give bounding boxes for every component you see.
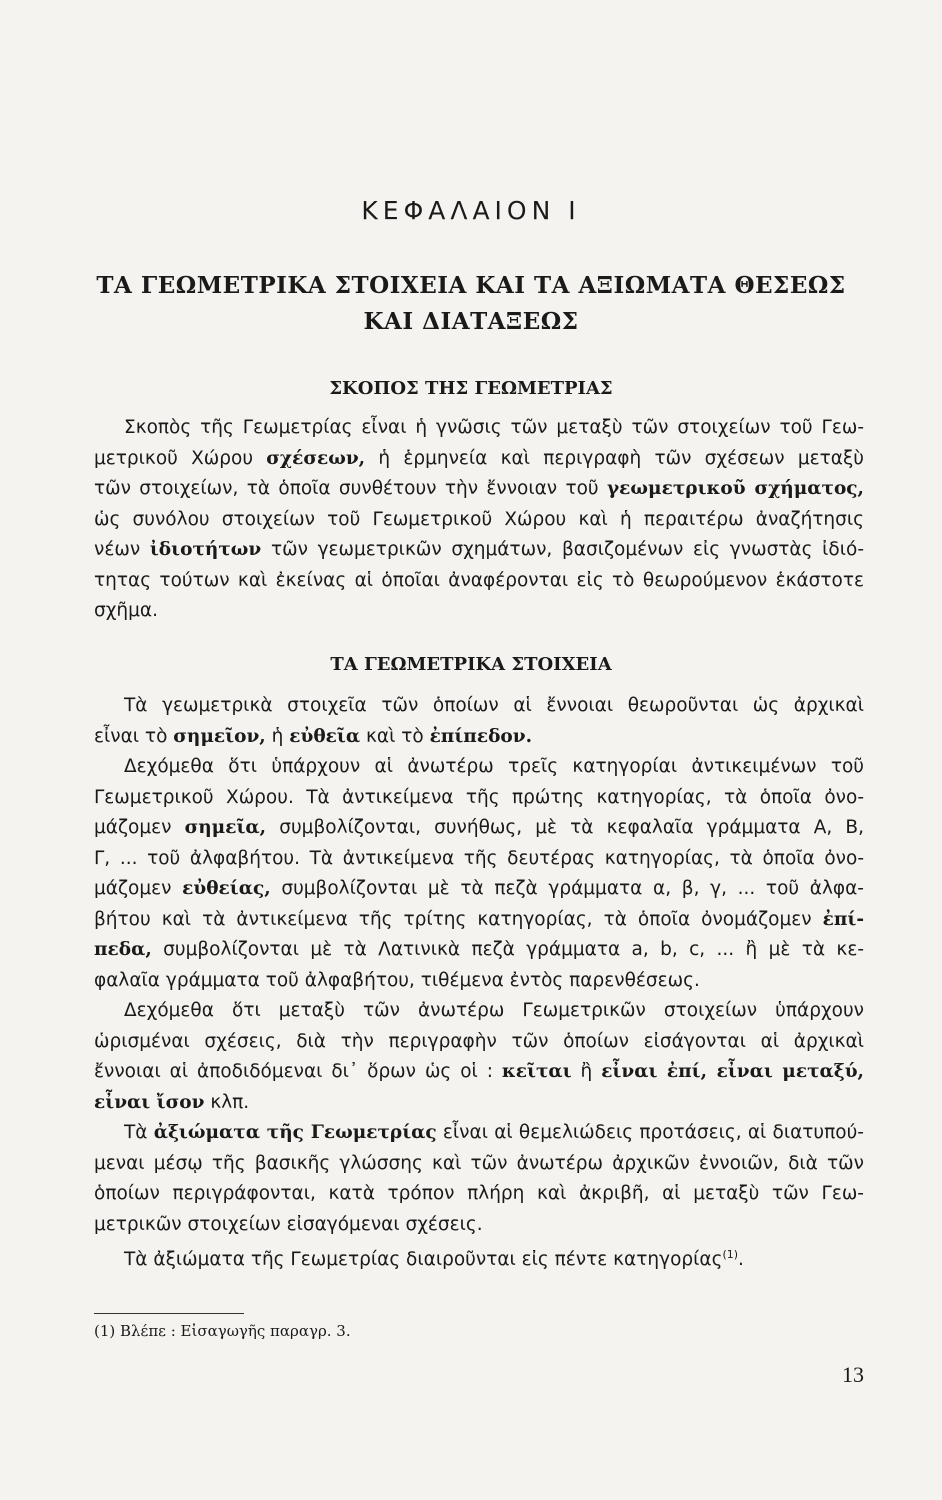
- paragraph-elements: [94, 691, 864, 1276]
- section-heading-elements: ΤΑ ΓΕΩΜΕΤΡΙΚΑ ΣΤΟΙΧΕΙΑ: [330, 654, 612, 675]
- bold-term: εἶναι ἐπί, εἶναι μεταξύ,: [601, 1061, 864, 1082]
- text-line: μετρικῶν στοιχείων εἰσαγόμεναι σχέσεις.: [94, 1213, 483, 1235]
- page-number: 13: [842, 1362, 864, 1387]
- bold-term: εὐθείας,: [182, 878, 271, 899]
- text-line: νέων ἰδιοτήτων τῶν γεωμετρικῶν σχημάτων, βασιζομένων εἰς γνωστὰς ἰδιό-: [94, 539, 865, 560]
- text-line: βήτου καὶ τὰ ἀντικείμενα τῆς τρίτης κατηγορίας, τὰ ὁποῖα ὀνομάζομεν ἐπί-: [94, 908, 864, 930]
- chapter-title-line-1: ΤΑ ΓΕΩΜΕΤΡΙΚΑ ΣΤΟΙΧΕΙΑ ΚΑΙ ΤΑ ΑΞΙΩΜΑΤΑ ΘΕΣΕΩΣ: [96, 272, 846, 299]
- text-line: Σκοπὸς τῆς Γεωμετρίας εἶναι ἡ γνῶσις τῶν μεταξὺ τῶν στοιχείων τοῦ Γεω-: [124, 417, 864, 438]
- bold-term: ἰδιοτήτων: [149, 539, 262, 560]
- text-line: μεναι μέσῳ τῆς βασικῆς γλώσσης καὶ τῶν ἀνωτέρω ἀρχικῶν ἐννοιῶν, διὰ τῶν: [94, 1152, 864, 1174]
- text-line: Δεχόμεθα ὅτι μεταξὺ τῶν ἀνωτέρω Γεωμετρικῶν στοιχείων ὑπάρχουν: [124, 1000, 864, 1021]
- text-line: Τὰ ἀξιώματα τῆς Γεωμετρίας διαιροῦνται εἰς πέντε κατηγορίας$^{(1)}$.: [124, 1248, 744, 1271]
- text-line: μάζομεν εὐθείας, συμβολίζονται μὲ τὰ πεζὰ γράμματα α, β, γ, ... τοῦ ἀλφα-: [94, 878, 864, 899]
- text-line: ὡς συνόλου στοιχείων τοῦ Γεωμετρικοῦ Χώρου καὶ ἡ περαιτέρω ἀναζήτησις: [94, 508, 864, 530]
- chapter-heading: ΚΕΦΑΛΑΙΟΝ Ι: [361, 196, 581, 225]
- text-line: ὡρισμέναι σχέσεις, διὰ τὴν περιγραφὴν τῶν ὁποίων εἰσάγονται αἱ ἀρχικαὶ: [94, 1030, 864, 1052]
- text-line: Γ, ... τοῦ ἀλφαβήτου. Τὰ ἀντικείμενα τῆς δευτέρας κατηγορίας, τὰ ὁποῖα ὀνο-: [94, 847, 864, 869]
- bold-term: γεωμετρικοῦ σχήματος,: [606, 478, 864, 499]
- text-line: ὁποίων περιγράφονται, κατὰ τρόπον πλήρη καὶ ἀκριβῆ, αἱ μεταξὺ τῶν Γεω-: [94, 1183, 864, 1204]
- text-line: φαλαῖα γράμματα τοῦ ἀλφαβήτου, τιθέμενα ἐντὸς παρενθέσεως.: [94, 969, 700, 991]
- chapter-title: [60, 268, 882, 340]
- section-heading-purpose: ΣΚΟΠΟΣ ΤΗΣ ΓΕΩΜΕΤΡΙΑΣ: [329, 378, 613, 399]
- text-line: τητας τούτων καὶ ἐκείνας αἱ ὁποῖαι ἀναφέρονται εἰς τὸ θεωρούμενον ἑκάστοτε: [94, 569, 864, 591]
- footnote: (1) Βλέπε : Εἰσαγωγῆς παραγρ. 3.: [94, 1322, 351, 1340]
- bold-term: εἶναι ἴσον: [94, 1091, 205, 1113]
- footnote-ref: (1): [722, 1248, 739, 1261]
- paragraph-purpose: [94, 413, 864, 627]
- bold-term: σημεῖον,: [173, 725, 266, 747]
- text-line: Τὰ γεωμετρικὰ στοιχεῖα τῶν ὁποίων αἱ ἔννοιαι θεωροῦνται ὡς ἀρχικαὶ: [124, 695, 864, 716]
- text-line: μετρικοῦ Χώρου σχέσεων, ἡ ἑρμηνεία καὶ περιγραφὴ τῶν σχέσεων μεταξὺ: [94, 447, 865, 469]
- text-line: μάζομεν σημεῖα, συμβολίζονται, συνήθως, μὲ τὰ κεφαλαῖα γράμματα Α, Β,: [94, 817, 864, 838]
- bold-term: ἐπίπεδον.: [429, 725, 533, 747]
- text-line: ἔννοιαι αἱ ἀποδιδόμεναι δι᾽ ὅρων ὡς οἱ : κεῖται ἢ εἶναι ἐπί, εἶναι μεταξύ,: [94, 1061, 864, 1082]
- text-line: σχῆμα.: [94, 600, 158, 621]
- text-line: εἶναι τὸ σημεῖον, ἡ εὐθεῖα καὶ τὸ ἐπίπεδον.: [94, 725, 533, 747]
- bold-term: ἐπί-: [822, 908, 864, 930]
- bold-term: ἀξιώματα τῆς Γεωμετρίας: [153, 1122, 437, 1143]
- bold-term: εὐθεῖα: [289, 725, 361, 747]
- bold-term: σημεῖα,: [184, 817, 267, 838]
- bold-term: κεῖται: [501, 1061, 572, 1082]
- text-line: εἶναι ἴσον κλπ.: [94, 1091, 250, 1113]
- text-line: Δεχόμεθα ὅτι ὑπάρχουν αἱ ἀνωτέρω τρεῖς κατηγορίαι ἀντικειμένων τοῦ: [124, 756, 864, 777]
- text-line: Γεωμετρικοῦ Χώρου. Τὰ ἀντικείμενα τῆς πρώτης κατηγορίας, τὰ ὁποῖα ὀνο-: [94, 786, 864, 808]
- footnote-divider: [94, 1313, 244, 1314]
- bold-term: πεδα,: [94, 939, 152, 960]
- text-line: τῶν στοιχείων, τὰ ὁποῖα συνθέτουν τὴν ἔννοιαν τοῦ γεωμετρικοῦ σχήματος,: [94, 478, 864, 499]
- text-line: Τὰ ἀξιώματα τῆς Γεωμετρίας εἶναι αἱ θεμελιώδεις προτάσεις, αἱ διατυπού-: [124, 1122, 864, 1143]
- chapter-title-line-2: ΚΑΙ ΔΙΑΤΑΞΕΩΣ: [363, 308, 579, 335]
- bold-term: σχέσεων,: [266, 447, 366, 469]
- text-line: πεδα, συμβολίζονται μὲ τὰ Λατινικὰ πεζὰ γράμματα a, b, c, ... ἢ μὲ τὰ κε-: [94, 939, 864, 960]
